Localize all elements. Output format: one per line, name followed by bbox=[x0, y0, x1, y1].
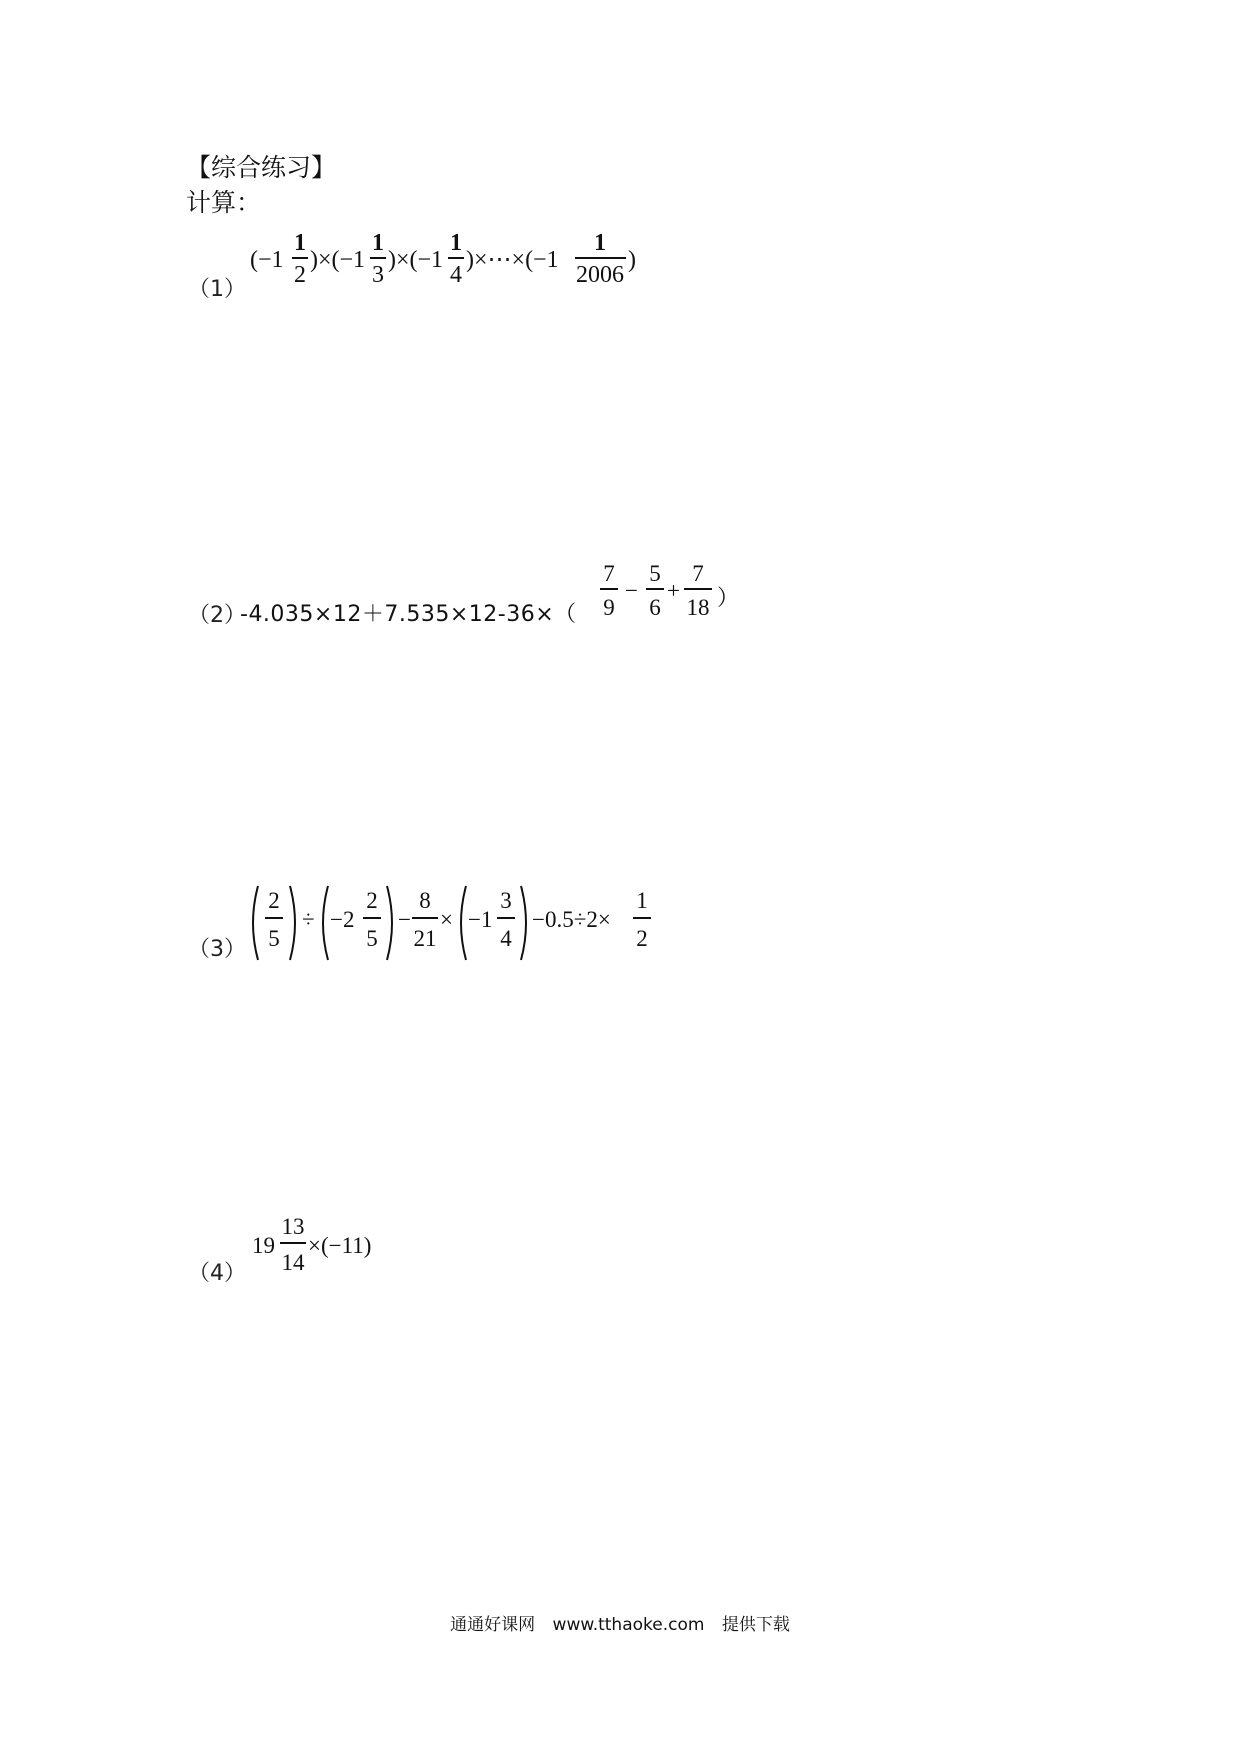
p3-paren-open-3 bbox=[461, 886, 466, 960]
instruction-text: 计算： bbox=[186, 188, 262, 217]
p1-den-3: 4 bbox=[450, 262, 462, 288]
p1-num-4: 1 bbox=[594, 230, 606, 256]
problem-2-label: （2） bbox=[188, 603, 246, 628]
p1-den-1: 2 bbox=[294, 262, 306, 288]
p4-num-1: 13 bbox=[281, 1214, 305, 1239]
p2-num-2: 5 bbox=[649, 561, 661, 586]
p4-tail: ×(−11) bbox=[308, 1233, 372, 1258]
p2-num-1: 7 bbox=[603, 561, 615, 586]
problem-1-label: （1） bbox=[188, 277, 246, 302]
footer-url[interactable]: www.tthaoke.com bbox=[552, 1615, 705, 1635]
p3-num-4: 3 bbox=[500, 888, 512, 913]
p3-minus: − bbox=[398, 907, 411, 932]
p1-num-1: 1 bbox=[294, 230, 306, 256]
p1-num-3: 1 bbox=[450, 230, 462, 256]
p3-paren-close-2 bbox=[387, 886, 392, 960]
p1-close-2: )×(−1 bbox=[388, 247, 444, 273]
p3-num-3: 8 bbox=[419, 888, 431, 913]
p3-den-5: 2 bbox=[636, 926, 648, 951]
p1-den-4: 2006 bbox=[576, 262, 624, 288]
footer-site-name: 通通好课网 bbox=[450, 1615, 536, 1635]
problem-3-label: （3） bbox=[188, 937, 246, 962]
problem-3-expression bbox=[250, 878, 670, 972]
p2-op-2: + bbox=[667, 578, 680, 603]
p3-den-1: 5 bbox=[268, 926, 280, 951]
p3-num-5: 1 bbox=[636, 888, 648, 913]
p3-neg-1: −1 bbox=[468, 907, 493, 932]
problem-2-fractions bbox=[595, 555, 755, 639]
p2-num-3: 7 bbox=[692, 561, 704, 586]
p3-den-3: 21 bbox=[413, 926, 437, 951]
p3-den-2: 5 bbox=[366, 926, 378, 951]
problem-4-label: （4） bbox=[188, 1261, 246, 1286]
p1-num-2: 1 bbox=[372, 230, 384, 256]
p3-neg-2: −2 bbox=[330, 907, 355, 932]
p3-div: ÷ bbox=[302, 907, 315, 932]
p1-den-2: 3 bbox=[372, 262, 384, 288]
p2-den-1: 9 bbox=[603, 595, 615, 620]
p4-whole: 19 bbox=[252, 1233, 275, 1258]
p3-paren-open-1 bbox=[253, 886, 258, 960]
p2-close: ） bbox=[717, 585, 740, 610]
p1-open-1: (−1 bbox=[250, 247, 284, 273]
p3-num-2: 2 bbox=[366, 888, 378, 913]
problem-4-expression bbox=[250, 1208, 430, 1292]
p4-den-1: 14 bbox=[281, 1250, 305, 1275]
p2-den-3: 18 bbox=[686, 595, 710, 620]
footer-suffix: 提供下载 bbox=[721, 1615, 790, 1635]
page-footer bbox=[0, 1610, 1240, 1635]
p1-close-4: ) bbox=[628, 247, 636, 273]
p3-paren-close-3 bbox=[521, 886, 526, 960]
p3-tail: −0.5÷2× bbox=[532, 907, 611, 932]
p3-num-1: 2 bbox=[268, 888, 280, 913]
p3-den-4: 4 bbox=[500, 926, 512, 951]
p3-paren-close-1 bbox=[290, 886, 295, 960]
p3-times: × bbox=[440, 907, 453, 932]
p3-paren-open-2 bbox=[323, 886, 328, 960]
section-title: 【综合练习】 bbox=[186, 153, 337, 182]
p1-close-1: )×(−1 bbox=[310, 247, 366, 273]
problem-1-expression bbox=[250, 222, 670, 306]
problem-2-text: -4.035×12＋7.535×12-36×（ bbox=[240, 602, 577, 627]
p2-op-1: − bbox=[625, 578, 638, 603]
p2-den-2: 6 bbox=[649, 595, 661, 620]
p1-close-3: )×⋯×(−1 bbox=[466, 247, 559, 273]
